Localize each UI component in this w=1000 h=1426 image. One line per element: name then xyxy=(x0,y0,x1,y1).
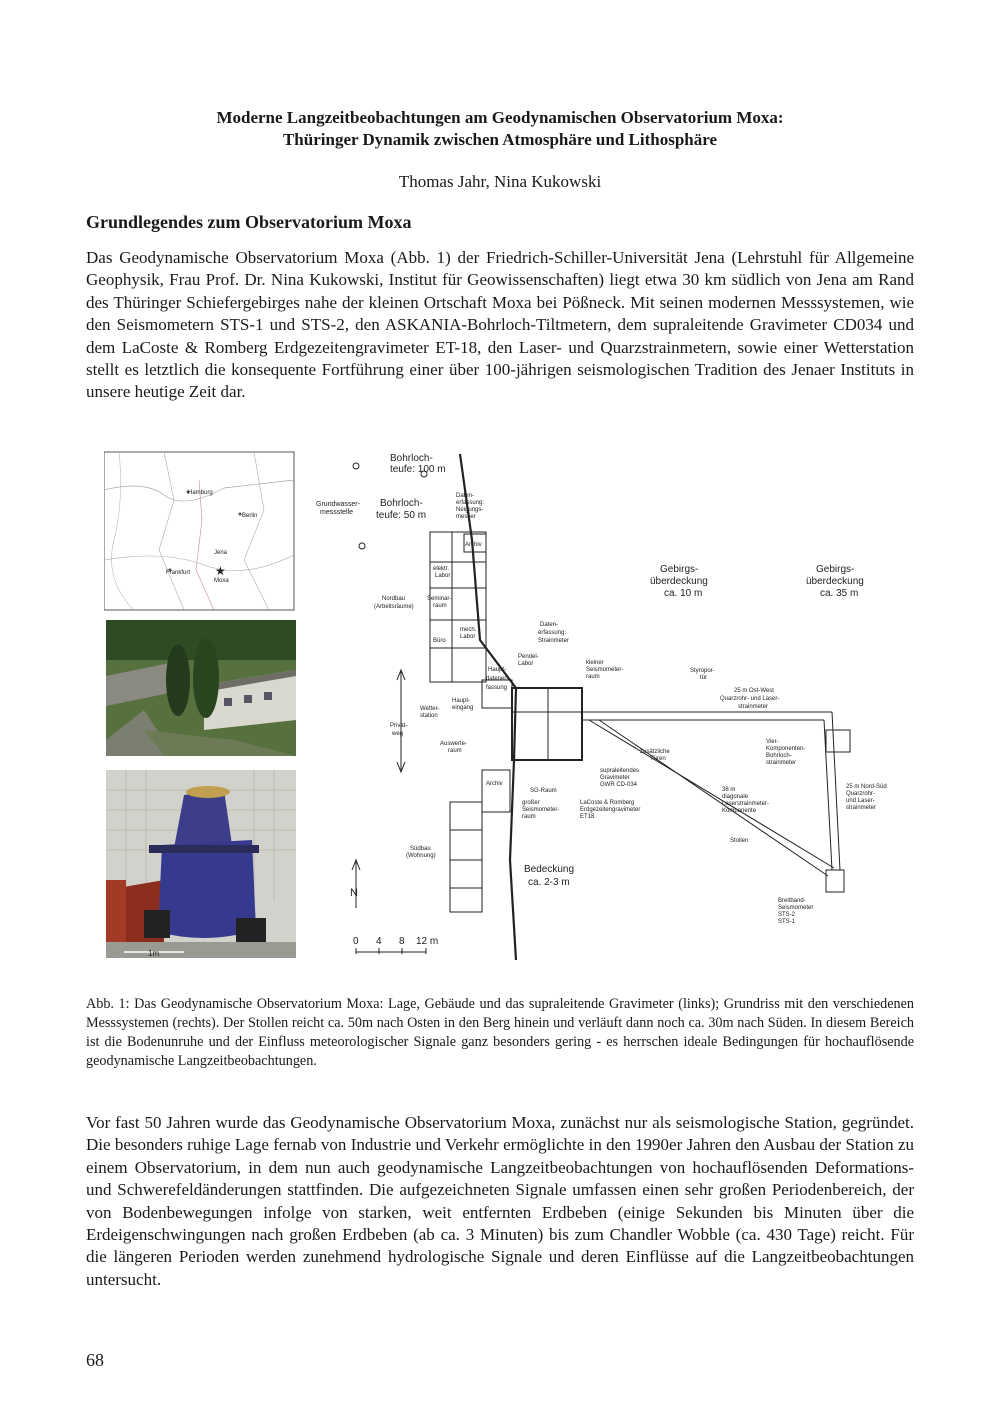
label-privat-weg: weg xyxy=(392,731,404,737)
title-line-2: Thüringer Dynamik zwischen Atmosphäre und Lithosphäre xyxy=(282,130,718,149)
label-daten-strain-3: Strainmeter xyxy=(538,638,570,644)
label-diag-1: 38 m xyxy=(722,787,736,793)
label-geb35-3: ca. 35 m xyxy=(820,588,859,599)
figure-1 xyxy=(104,440,904,960)
map-label-frankfurt: Frankfurt xyxy=(166,570,191,576)
label-vier-1: Vier- xyxy=(766,739,779,745)
label-bohrloch-100-depth: teufe: 100 m xyxy=(390,464,446,475)
label-kleiner-3: raum xyxy=(586,674,600,680)
north-arrow-icon: N xyxy=(350,887,358,899)
label-seminar: Seminar- xyxy=(427,596,452,602)
label-archiv-low: Archiv xyxy=(486,781,503,787)
label-diag-3: Laserstrainmeter- xyxy=(722,801,770,807)
label-seminar-raum: raum xyxy=(433,603,447,609)
map-label-hamburg: Hamburg xyxy=(188,490,213,496)
figure-svg xyxy=(104,440,904,960)
label-vier-4: strainmeter xyxy=(766,760,797,766)
moxa-star-icon: ★ xyxy=(215,564,226,578)
body-paragraph: Vor fast 50 Jahren wurde das Geodynamische Observatorium Moxa, zunächst nur als seismologische Station, gegründet. Die besonders ruhige Lage fernab von Industrie und Verkehr ermöglichte in den 1990er Jahren den Ausbau der Station zu einem Observatorium, in dem nun auch geodynamische Langzeitbeobachtungen von hochauflösenden Deformations- und Schwerefeldänderungen stattfinden. Die aufgezeichneten Signale umfassen einen sehr großen Periodenbereich, der von Bodenbewegungen infolge von starken, weit entfernten Erdbeben (einige Sekunden bis Minuten über die Erdeigenschwingungen nach großen Erdbeben (ab ca. 3 Minuten) bis zum Chandler Wobble (ca. 430 Tage) reicht. Für die längeren Perioden werden zunehmend hydrologische Signale und deren Einflüsse auf die Langzeitbeobachtungen untersucht. xyxy=(86,1113,914,1289)
label-nordbau: Nordbau xyxy=(382,596,406,602)
label-stollen: Stollen xyxy=(730,838,749,844)
photo-scale-label: 1m xyxy=(148,949,160,958)
label-auswerte-raum: raum xyxy=(448,748,462,754)
label-geb35-1: Gebirgs- xyxy=(816,564,855,575)
scale-tick-8: 8 xyxy=(399,936,405,947)
label-privat: Privat- xyxy=(390,723,408,729)
label-auswerte: Auswerte- xyxy=(440,741,468,747)
label-breitband-4: STS-1 xyxy=(778,919,796,925)
label-grundwasser: Grundwasser- xyxy=(316,501,360,508)
floor-plan-labels xyxy=(316,453,887,947)
location-map xyxy=(104,452,294,610)
label-daten-neig-4: messer xyxy=(456,514,476,520)
label-geb10-3: ca. 10 m xyxy=(664,588,703,599)
label-ns-1: 25 m Nord-Süd xyxy=(846,784,887,790)
label-ns-2: Quarzrohr- xyxy=(846,791,876,797)
label-haupt-dat-1: Haupt- xyxy=(488,667,507,673)
label-ost-2: Quarzrohr- und Laser- xyxy=(720,696,780,702)
label-sgraum: SG-Raum xyxy=(530,788,557,794)
label-haupteingang-2: eingang xyxy=(452,705,474,711)
label-styropor: Styropor- xyxy=(690,668,715,674)
section-heading: Grundlegendes zum Observatorium Moxa xyxy=(86,212,412,232)
label-geb10-2: überdeckung xyxy=(650,576,708,587)
label-breitband-1: Breitband- xyxy=(778,898,806,904)
label-geb35-2: überdeckung xyxy=(806,576,864,587)
label-elektr-labor: Labor xyxy=(435,573,451,579)
label-bohrloch-50-depth: teufe: 50 m xyxy=(376,510,427,521)
label-breitband-2: Seismometer xyxy=(778,905,814,911)
label-bohrloch-50: Bohrloch- xyxy=(380,498,423,509)
label-kleiner-2: Seismometer- xyxy=(586,667,624,673)
label-haupt-dat-3: fassung xyxy=(486,685,508,691)
label-daten-strain-1: Daten- xyxy=(540,622,559,628)
label-ost-3: strainmeter xyxy=(738,704,769,710)
label-vier-3: Bohrloch- xyxy=(766,753,792,759)
label-grosser: großer xyxy=(522,800,540,806)
label-wetter-station: station xyxy=(420,713,438,719)
label-suedbau: Südbau xyxy=(410,846,431,852)
label-styropor-tuer: tür xyxy=(700,675,708,681)
label-bohrloch-100: Bohrloch- xyxy=(390,453,433,464)
label-archiv-top: Archiv xyxy=(465,542,482,548)
photo-superconducting-gravimeter xyxy=(106,770,296,958)
label-buero: Büro xyxy=(433,638,446,644)
map-label-berlin: Berlin xyxy=(242,513,258,519)
label-bedeckung-2: ca. 2-3 m xyxy=(528,877,570,888)
label-vier-2: Komponenten- xyxy=(766,746,806,752)
label-ns-3: und Laser- xyxy=(846,798,875,804)
label-kleiner: kleiner xyxy=(586,660,604,666)
paper-title xyxy=(60,107,940,151)
label-grosser-2: Seismometer- xyxy=(522,807,560,813)
authors: Thomas Jahr, Nina Kukowski xyxy=(398,172,602,191)
label-zus-tueren: Türen xyxy=(650,756,666,762)
label-haupteingang: Haupt- xyxy=(452,698,471,704)
label-wetter: Wetter- xyxy=(420,706,440,712)
scale-tick-4: 4 xyxy=(376,936,382,947)
label-pendel: Pendel- xyxy=(518,654,539,660)
label-lacoste-1: LaCoste & Romberg xyxy=(580,800,635,806)
label-grosser-3: raum xyxy=(522,814,536,820)
label-lacoste-2: Erdgezeitengravimeter xyxy=(580,807,641,813)
label-breitband-3: STS-2 xyxy=(778,912,796,918)
label-daten-neig-3: Neigungs- xyxy=(456,507,484,513)
label-daten-strain-2: erfassung: xyxy=(538,630,567,636)
label-diag-4: Komponente xyxy=(722,808,757,814)
label-ns-4: strainmeter xyxy=(846,805,877,811)
label-supra-3: GWR CD-034 xyxy=(600,782,638,788)
label-arbeitsraeume: (Arbeitsräume) xyxy=(374,604,414,610)
scale-tick-0: 0 xyxy=(353,936,359,947)
label-pendel-labor: Labor xyxy=(518,661,534,667)
label-diag-2: diagonale xyxy=(722,794,749,800)
label-geb10-1: Gebirgs- xyxy=(660,564,699,575)
label-supra-2: Gravimeter xyxy=(600,775,630,781)
figure-caption: Abb. 1: Das Geodynamische Observatorium Moxa: Lage, Gebäude und das supraleitende Gravimeter (links); Grundriss mit den verschiedenen Messsystemen (rechts). Der Stollen reicht ca. 50m nach Osten in den Berg hinein und verläuft dann noch ca. 30m nach Süden. In diesem Bereich ist die Bodenunruhe und der Einfluss meteorologischer Signale ganz besonders gering - es herrschen ideale Bedingungen für hochauflösende geodynamische Langzeitbeobachtungen. xyxy=(86,996,914,1069)
label-daten-neig-1: Daten- xyxy=(456,493,475,499)
label-haupt-dat-2: datener- xyxy=(486,676,509,682)
label-lacoste-3: ET18 xyxy=(580,814,595,820)
label-daten-neig-2: erfassung: xyxy=(456,500,485,506)
label-zus: zusätzliche xyxy=(640,749,670,755)
page-number: 68 xyxy=(86,1350,104,1370)
photo-observatory-buildings xyxy=(106,620,296,756)
label-bedeckung: Bedeckung xyxy=(524,864,575,875)
label-supra-1: supraleitendes xyxy=(600,768,640,774)
label-messstelle: messstelle xyxy=(320,509,354,516)
label-mech-labor: Labor xyxy=(460,634,476,640)
intro-paragraph: Das Geodynamische Observatorium Moxa (Abb. 1) der Friedrich-Schiller-Universität Jena (Lehrstuhl für Allgemeine Geophysik, Frau Prof. Dr. Nina Kukowski, Institut für Geowissenschaften) liegt etwa 30 km südlich von Jena am Rand des Thüringer Schiefergebirges nahe der kleinen Ortschaft Moxa bei Pößneck. Mit seinen modernen Messsystemen, wie den Seismometern STS-1 und STS-2, den ASKANIA-Bohrloch-Tiltmetern, dem supraleitende Gravimeter CD034 und dem LaCoste & Romberg Erdgezeitengravimeter ET-18, den Laser- und Quarzstrainmetern, sowie einer Wetterstation stellt es letztlich die konsequente Fortführung einer über 100-jährigen seismologischen Tradition des Jenaer Instituts in unsere heutige Zeit dar. xyxy=(86,248,914,402)
map-label-jena: Jena xyxy=(214,550,228,556)
label-mech: mech. xyxy=(460,627,477,633)
label-ost-1: 25 m Ost-West xyxy=(734,688,774,694)
map-label-moxa: Moxa xyxy=(214,578,229,584)
scale-tick-12: 12 m xyxy=(416,936,439,947)
label-wohnung: (Wohnung) xyxy=(406,853,436,859)
label-elektr: elektr. xyxy=(433,566,450,572)
title-line-1: Moderne Langzeitbeobachtungen am Geodynamischen Observatorium Moxa: xyxy=(216,108,784,127)
